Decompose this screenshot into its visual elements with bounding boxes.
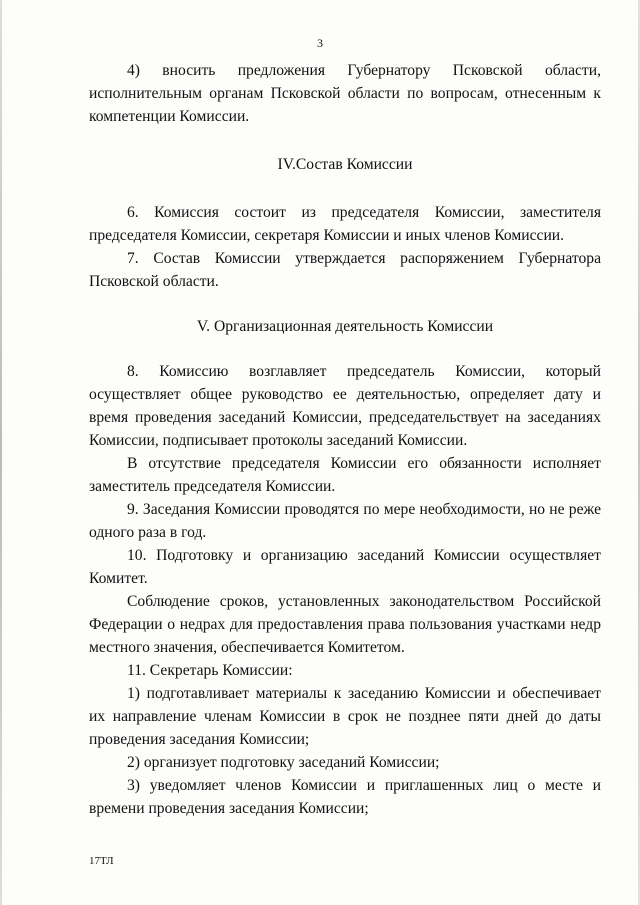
paragraph-10: 10. Подготовку и организацию заседаний Комиссии осуществляет Комитет. — [89, 547, 601, 587]
paragraph-item-4: 4) вносить предложения Губернатору Псковской области, исполнительным органам Псковской области по вопросам, отнесенным к компетенции Комиссии. — [89, 62, 601, 125]
paragraph-10-deadlines: Соблюдение сроков, установленных законодательством Российской Федерации о недрах для предоставления права пользования участками недр местного значения, обеспечивается Комитетом. — [89, 593, 601, 656]
paragraph-6: 6. Комиссия состоит из председателя Комиссии, заместителя председателя Комиссии, секретаря Комиссии и иных членов Комиссии. — [89, 204, 601, 244]
paragraph-11-item-1: 1) подготавливает материалы к заседанию Комиссии и обеспечивает их направление членам Комиссии в срок не позднее пяти дней до даты проведения заседания Комиссии; — [89, 685, 601, 748]
section-heading-v: V. Организационная деятельность Комиссии — [196, 318, 494, 335]
page-edge-left — [0, 0, 2, 905]
page-number: 3 — [317, 36, 323, 50]
paragraph-9: 9. Заседания Комиссии проводятся по мере необходимости, но не реже одного раза в год. — [89, 501, 601, 541]
paragraph-7: 7. Состав Комиссии утверждается распоряжением Губернатора Псковской области. — [89, 250, 601, 290]
paragraph-8: 8. Комиссию возглавляет председатель Комиссии, который осуществляет общее руководство ее деятельностью, определяет дату и время проведения заседаний Комиссии, председательствует на заседаниях Комиссии, подписывает протоколы заседаний Комиссии. — [89, 363, 601, 449]
footer-code: 17ТЛ — [89, 855, 114, 867]
paragraph-11-item-3: 3) уведомляет членов Комиссии и приглашенных лиц о месте и времени проведения заседания Комиссии; — [89, 777, 601, 817]
paragraph-8-deputy: В отсутствие председателя Комиссии его обязанности исполняет заместитель председателя Комиссии. — [89, 455, 601, 495]
section-heading-iv: IV.Состав Комиссии — [277, 156, 413, 173]
paragraph-11: 11. Секретарь Комиссии: — [127, 662, 293, 679]
document-body — [89, 59, 601, 820]
paragraph-11-item-2: 2) организует подготовку заседаний Комиссии; — [127, 754, 440, 771]
